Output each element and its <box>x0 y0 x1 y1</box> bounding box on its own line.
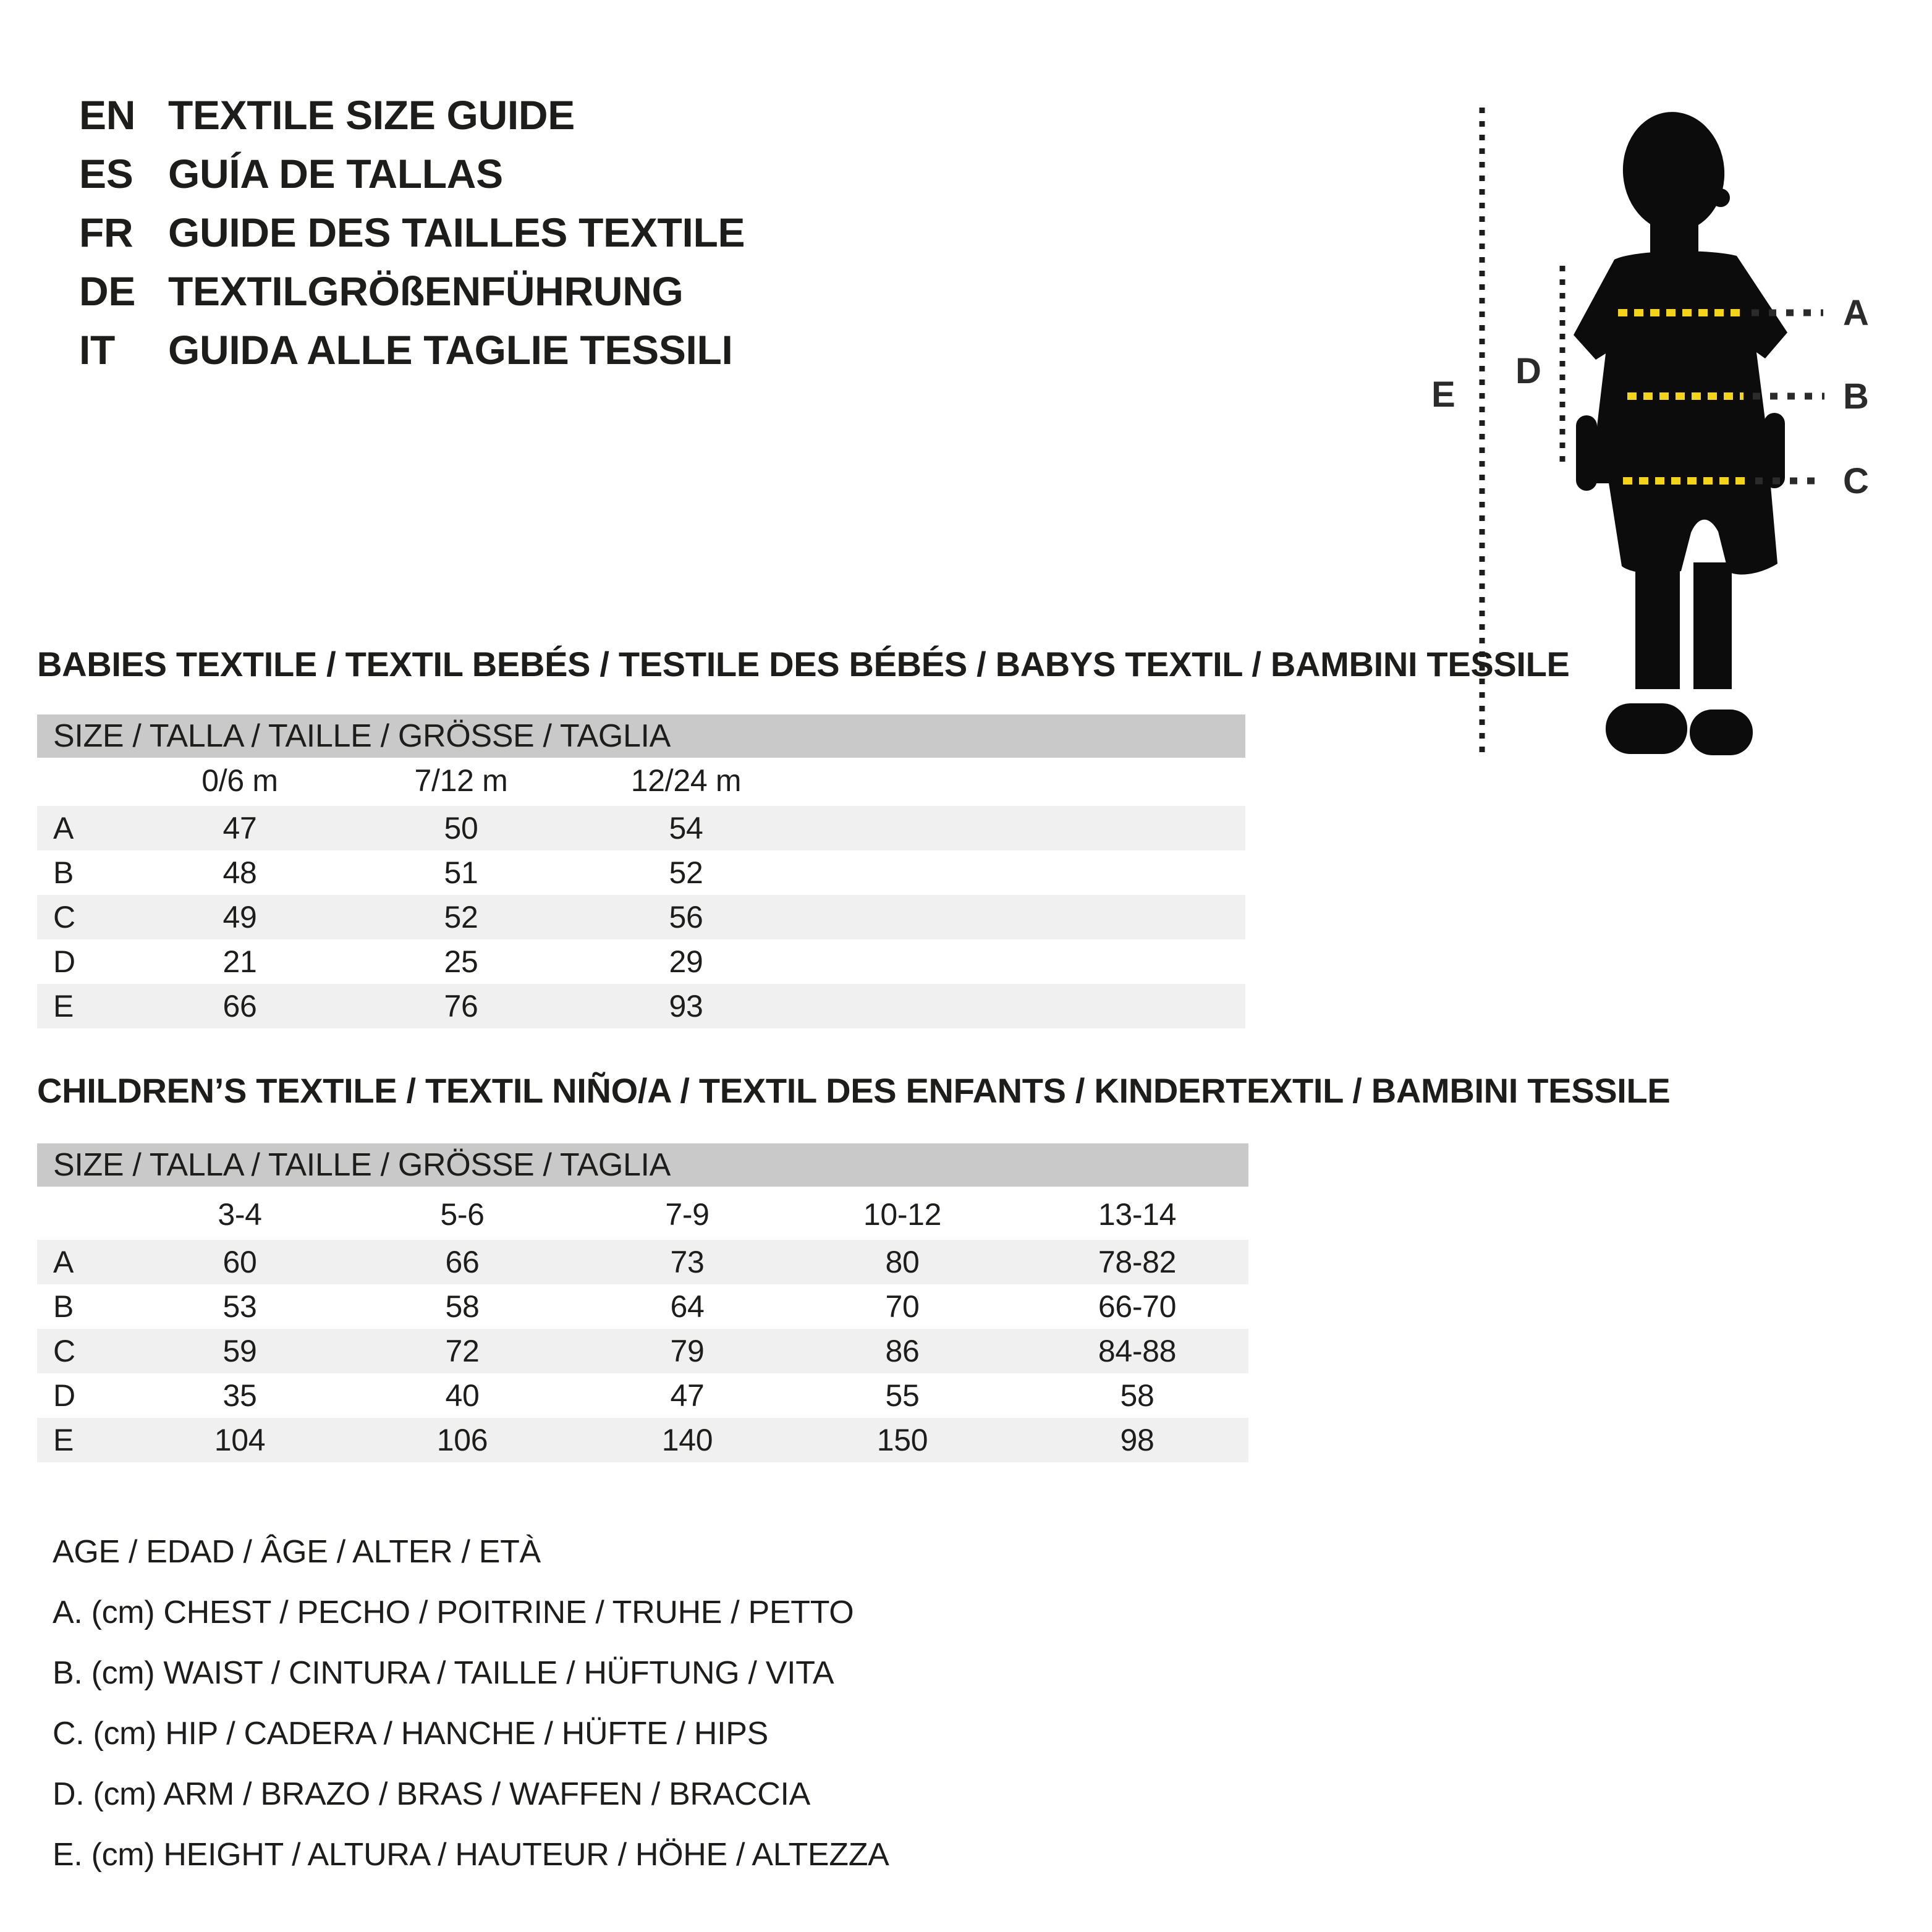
cell: 84-88 <box>1098 1334 1177 1368</box>
babies-col-0: 0/6 m <box>201 763 278 798</box>
figure-label-B: B <box>1843 376 1869 417</box>
row-label: A <box>53 811 74 845</box>
cell: 51 <box>444 855 478 890</box>
guide-title: TEXTILGRÖßENFÜHRUNG <box>168 268 684 314</box>
row-label: C <box>53 900 75 934</box>
table-row-A <box>37 806 1245 850</box>
cell: 25 <box>444 944 478 979</box>
figure-label-A: A <box>1843 293 1869 333</box>
guide-title: GUIDE DES TAILLES TEXTILE <box>168 209 745 255</box>
cell: 52 <box>669 855 703 890</box>
row-label: E <box>53 989 74 1023</box>
children-col-1: 5-6 <box>440 1197 485 1232</box>
cell: 104 <box>214 1423 266 1457</box>
lang-code: EN <box>79 91 136 138</box>
cell: 47 <box>222 811 257 845</box>
cell: 50 <box>444 811 478 845</box>
cell: 56 <box>669 900 703 934</box>
legend-line-hip: C. (cm) HIP / CADERA / HANCHE / HÜFTE / HIPS <box>53 1716 768 1752</box>
cell: 93 <box>669 989 703 1023</box>
cell: 52 <box>444 900 478 934</box>
table-row-A <box>37 1240 1248 1284</box>
cell: 47 <box>670 1378 705 1413</box>
cell: 86 <box>885 1334 920 1368</box>
babies-column-header-row <box>37 758 1245 803</box>
measurement-figure <box>1419 74 1932 816</box>
child-silhouette-icon <box>1574 108 1787 755</box>
table-row-B <box>37 1284 1248 1329</box>
children-section-title: CHILDREN’S TEXTILE / TEXTIL NIÑO/A / TEXTIL DES ENFANTS / KINDERTEXTIL / BAMBINI TESSILE <box>37 1071 1671 1110</box>
row-label: C <box>53 1334 75 1368</box>
cell: 29 <box>669 944 703 979</box>
table-row-D <box>37 939 1245 984</box>
legend-line-height: E. (cm) HEIGHT / ALTURA / HAUTEUR / HÖHE / ALTEZZA <box>53 1837 889 1873</box>
cell: 60 <box>222 1245 257 1279</box>
guide-title: TEXTILE SIZE GUIDE <box>168 91 575 138</box>
cell: 66-70 <box>1098 1289 1177 1324</box>
guide-title: GUÍA DE TALLAS <box>168 150 503 197</box>
figure-label-E: E <box>1431 375 1455 415</box>
legend-line-arm: D. (cm) ARM / BRAZO / BRAS / WAFFEN / BRACCIA <box>53 1776 810 1812</box>
table-row-C <box>37 895 1245 939</box>
cell: 54 <box>669 811 703 845</box>
guide-title: GUIDA ALLE TAGLIE TESSILI <box>168 326 733 373</box>
table-row-C <box>37 1329 1248 1373</box>
table-row-D <box>37 1373 1248 1418</box>
cell: 49 <box>222 900 257 934</box>
figure-label-D: D <box>1515 351 1541 391</box>
lang-code: IT <box>79 326 116 373</box>
cell: 80 <box>885 1245 920 1279</box>
children-column-header-row <box>37 1192 1248 1237</box>
lang-code: ES <box>79 150 133 197</box>
cell: 53 <box>222 1289 257 1324</box>
cell: 64 <box>670 1289 705 1324</box>
cell: 40 <box>445 1378 480 1413</box>
children-col-2: 7-9 <box>665 1197 710 1232</box>
cell: 55 <box>885 1378 920 1413</box>
babies-section-title: BABIES TEXTILE / TEXTIL BEBÉS / TESTILE DES BÉBÉS / BABYS TEXTIL / BAMBINI TESSILE <box>37 645 1570 684</box>
babies-col-2: 12/24 m <box>630 763 742 798</box>
table-row-B <box>37 850 1245 895</box>
cell: 106 <box>436 1423 488 1457</box>
figure-label-C: C <box>1843 461 1869 501</box>
cell: 48 <box>222 855 257 890</box>
babies-col-1: 7/12 m <box>414 763 508 798</box>
row-label: D <box>53 944 75 979</box>
cell: 98 <box>1120 1423 1155 1457</box>
children-col-3: 10-12 <box>863 1197 942 1232</box>
children-size-header: SIZE / TALLA / TAILLE / GRÖSSE / TAGLIA <box>37 1143 1248 1187</box>
table-row-E <box>37 1418 1248 1462</box>
cell: 79 <box>670 1334 705 1368</box>
cell: 66 <box>222 989 257 1023</box>
legend-line-waist: B. (cm) WAIST / CINTURA / TAILLE / HÜFTUNG / VITA <box>53 1655 834 1691</box>
cell: 66 <box>445 1245 480 1279</box>
children-col-0: 3-4 <box>218 1197 262 1232</box>
row-label: E <box>53 1423 74 1457</box>
cell: 140 <box>661 1423 713 1457</box>
cell: 59 <box>222 1334 257 1368</box>
cell: 150 <box>876 1423 928 1457</box>
measurement-legend <box>53 1522 889 1885</box>
legend-line-chest: A. (cm) CHEST / PECHO / POITRINE / TRUHE / PETTO <box>53 1595 854 1630</box>
cell: 73 <box>670 1245 705 1279</box>
legend-line-age: AGE / EDAD / ÂGE / ALTER / ETÀ <box>53 1534 541 1570</box>
cell: 78-82 <box>1098 1245 1177 1279</box>
cell: 76 <box>444 989 478 1023</box>
children-table <box>37 1143 1248 1462</box>
table-row-E <box>37 984 1245 1028</box>
row-label: A <box>53 1245 74 1279</box>
children-col-4: 13-14 <box>1098 1197 1177 1232</box>
row-label: B <box>53 855 74 890</box>
cell: 21 <box>222 944 257 979</box>
lang-code: FR <box>79 209 133 255</box>
child-measurement-diagram <box>1419 74 1932 816</box>
row-label: D <box>53 1378 75 1413</box>
lang-code: DE <box>79 268 136 314</box>
cell: 35 <box>222 1378 257 1413</box>
cell: 72 <box>445 1334 480 1368</box>
cell: 58 <box>1120 1378 1155 1413</box>
babies-table <box>37 714 1245 1028</box>
cell: 70 <box>885 1289 920 1324</box>
row-label: B <box>53 1289 74 1324</box>
babies-size-header: SIZE / TALLA / TAILLE / GRÖSSE / TAGLIA <box>37 714 1245 758</box>
cell: 58 <box>445 1289 480 1324</box>
